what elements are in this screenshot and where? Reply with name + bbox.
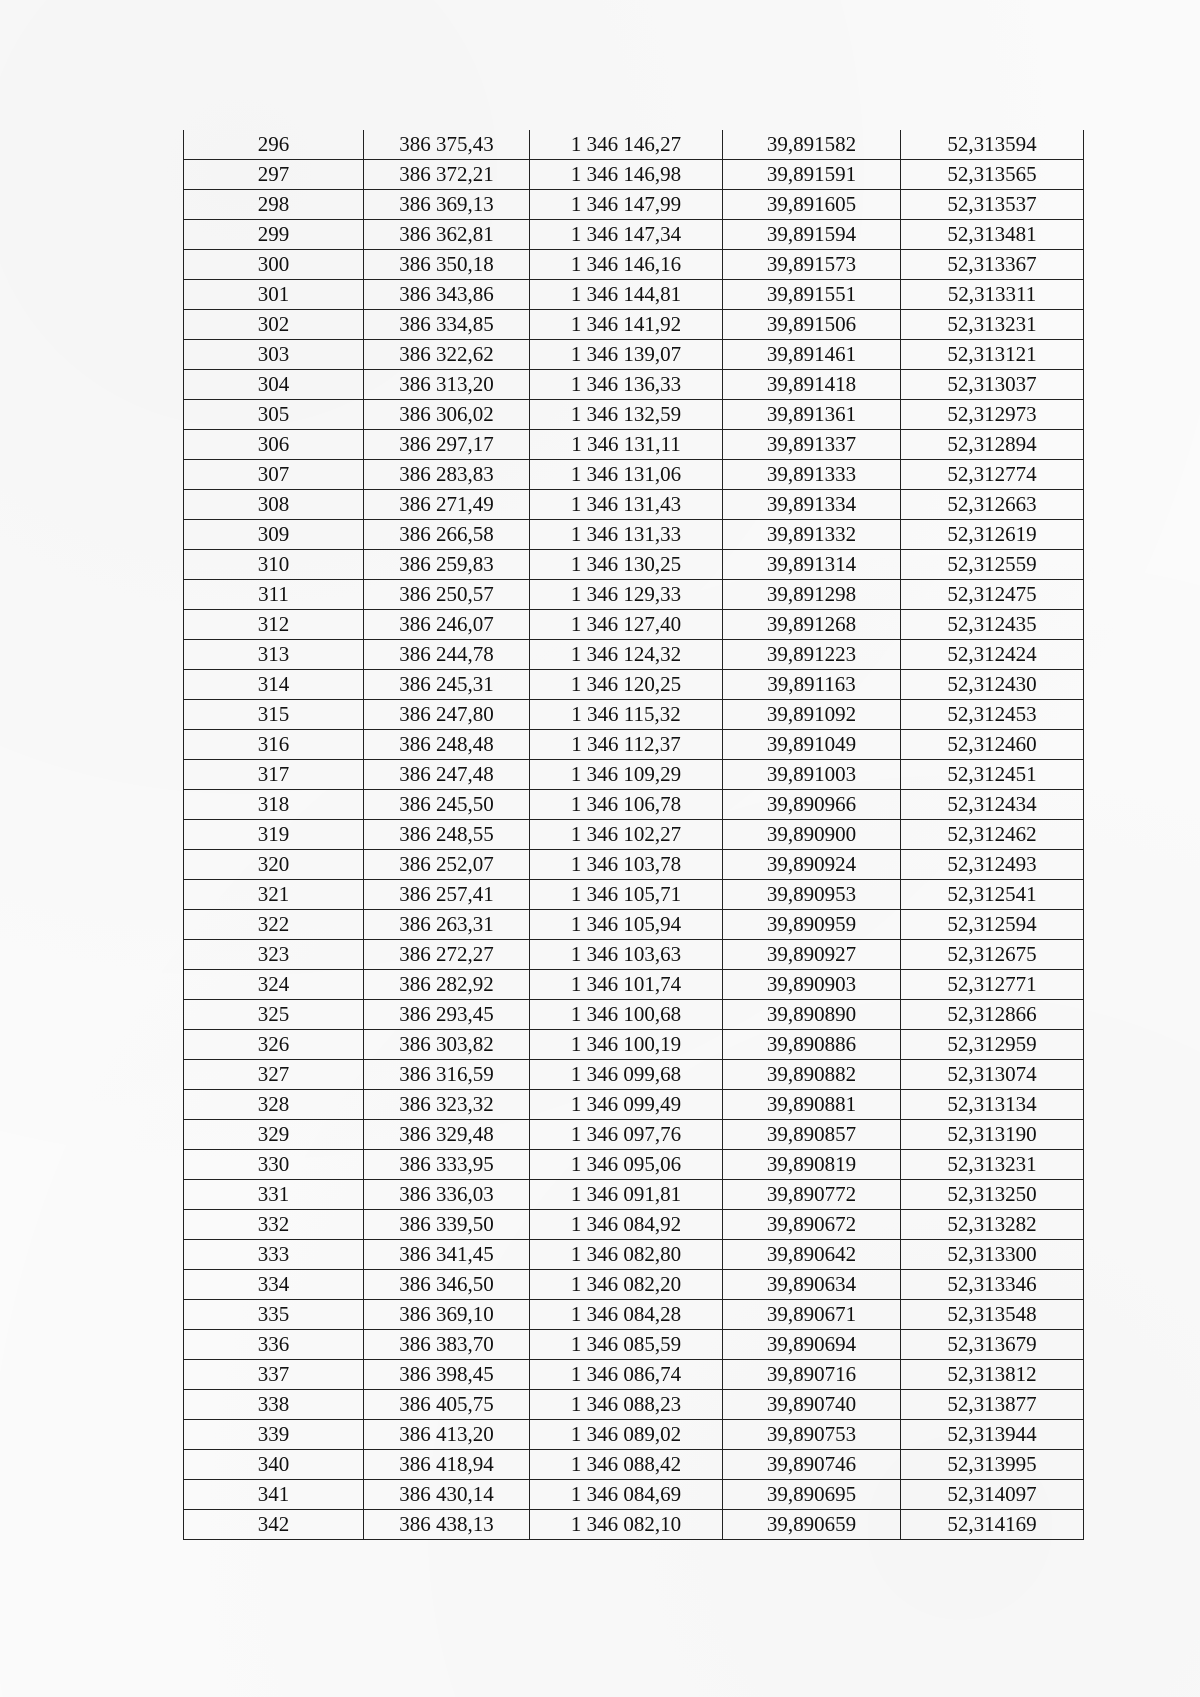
y-coordinate-cell: 1 346 115,32 — [530, 700, 723, 730]
longitude-cell: 39,890694 — [723, 1330, 901, 1360]
latitude-cell: 52,313311 — [901, 280, 1084, 310]
longitude-cell: 39,890819 — [723, 1150, 901, 1180]
table-row — [184, 1420, 1084, 1450]
longitude-cell: 39,890900 — [723, 820, 901, 850]
latitude-cell: 52,312430 — [901, 670, 1084, 700]
y-coordinate-cell: 1 346 100,19 — [530, 1030, 723, 1060]
latitude-cell: 52,313190 — [901, 1120, 1084, 1150]
longitude-cell: 39,891334 — [723, 490, 901, 520]
table-row — [184, 310, 1084, 340]
y-coordinate-cell: 1 346 147,34 — [530, 220, 723, 250]
coordinates-table — [183, 130, 1084, 1540]
x-coordinate-cell: 386 271,49 — [364, 490, 530, 520]
longitude-cell: 39,891298 — [723, 580, 901, 610]
longitude-cell: 39,891594 — [723, 220, 901, 250]
latitude-cell: 52,313679 — [901, 1330, 1084, 1360]
y-coordinate-cell: 1 346 082,80 — [530, 1240, 723, 1270]
x-coordinate-cell: 386 369,13 — [364, 190, 530, 220]
latitude-cell: 52,313537 — [901, 190, 1084, 220]
latitude-cell: 52,312424 — [901, 640, 1084, 670]
y-coordinate-cell: 1 346 147,99 — [530, 190, 723, 220]
point-number-cell: 322 — [184, 910, 364, 940]
latitude-cell: 52,313548 — [901, 1300, 1084, 1330]
point-number-cell: 326 — [184, 1030, 364, 1060]
latitude-cell: 52,313250 — [901, 1180, 1084, 1210]
point-number-cell: 331 — [184, 1180, 364, 1210]
latitude-cell: 52,312541 — [901, 880, 1084, 910]
longitude-cell: 39,891268 — [723, 610, 901, 640]
y-coordinate-cell: 1 346 144,81 — [530, 280, 723, 310]
x-coordinate-cell: 386 369,10 — [364, 1300, 530, 1330]
x-coordinate-cell: 386 343,86 — [364, 280, 530, 310]
table-row — [184, 1090, 1084, 1120]
latitude-cell: 52,312973 — [901, 400, 1084, 430]
longitude-cell: 39,891332 — [723, 520, 901, 550]
latitude-cell: 52,312866 — [901, 1000, 1084, 1030]
latitude-cell: 52,313346 — [901, 1270, 1084, 1300]
longitude-cell: 39,890772 — [723, 1180, 901, 1210]
longitude-cell: 39,890882 — [723, 1060, 901, 1090]
x-coordinate-cell: 386 350,18 — [364, 250, 530, 280]
point-number-cell: 318 — [184, 790, 364, 820]
y-coordinate-cell: 1 346 097,76 — [530, 1120, 723, 1150]
table-row — [184, 970, 1084, 1000]
table-row — [184, 880, 1084, 910]
point-number-cell: 333 — [184, 1240, 364, 1270]
x-coordinate-cell: 386 316,59 — [364, 1060, 530, 1090]
point-number-cell: 321 — [184, 880, 364, 910]
y-coordinate-cell: 1 346 100,68 — [530, 1000, 723, 1030]
table-row — [184, 1030, 1084, 1060]
x-coordinate-cell: 386 418,94 — [364, 1450, 530, 1480]
y-coordinate-cell: 1 346 112,37 — [530, 730, 723, 760]
y-coordinate-cell: 1 346 105,71 — [530, 880, 723, 910]
point-number-cell: 332 — [184, 1210, 364, 1240]
x-coordinate-cell: 386 306,02 — [364, 400, 530, 430]
point-number-cell: 315 — [184, 700, 364, 730]
table-row — [184, 910, 1084, 940]
longitude-cell: 39,891591 — [723, 160, 901, 190]
y-coordinate-cell: 1 346 124,32 — [530, 640, 723, 670]
point-number-cell: 304 — [184, 370, 364, 400]
latitude-cell: 52,312663 — [901, 490, 1084, 520]
x-coordinate-cell: 386 341,45 — [364, 1240, 530, 1270]
y-coordinate-cell: 1 346 141,92 — [530, 310, 723, 340]
point-number-cell: 308 — [184, 490, 364, 520]
longitude-cell: 39,890671 — [723, 1300, 901, 1330]
point-number-cell: 317 — [184, 760, 364, 790]
point-number-cell: 310 — [184, 550, 364, 580]
x-coordinate-cell: 386 272,27 — [364, 940, 530, 970]
longitude-cell: 39,891582 — [723, 130, 901, 160]
x-coordinate-cell: 386 297,17 — [364, 430, 530, 460]
longitude-cell: 39,890634 — [723, 1270, 901, 1300]
x-coordinate-cell: 386 266,58 — [364, 520, 530, 550]
longitude-cell: 39,891163 — [723, 670, 901, 700]
x-coordinate-cell: 386 248,48 — [364, 730, 530, 760]
point-number-cell: 339 — [184, 1420, 364, 1450]
longitude-cell: 39,890890 — [723, 1000, 901, 1030]
y-coordinate-cell: 1 346 102,27 — [530, 820, 723, 850]
point-number-cell: 313 — [184, 640, 364, 670]
table-row — [184, 340, 1084, 370]
point-number-cell: 307 — [184, 460, 364, 490]
table-row — [184, 610, 1084, 640]
point-number-cell: 302 — [184, 310, 364, 340]
table-row — [184, 520, 1084, 550]
table-row — [184, 370, 1084, 400]
longitude-cell: 39,890672 — [723, 1210, 901, 1240]
point-number-cell: 329 — [184, 1120, 364, 1150]
point-number-cell: 303 — [184, 340, 364, 370]
longitude-cell: 39,890966 — [723, 790, 901, 820]
point-number-cell: 324 — [184, 970, 364, 1000]
latitude-cell: 52,312771 — [901, 970, 1084, 1000]
x-coordinate-cell: 386 383,70 — [364, 1330, 530, 1360]
table-row — [184, 220, 1084, 250]
y-coordinate-cell: 1 346 084,28 — [530, 1300, 723, 1330]
x-coordinate-cell: 386 362,81 — [364, 220, 530, 250]
latitude-cell: 52,312451 — [901, 760, 1084, 790]
point-number-cell: 316 — [184, 730, 364, 760]
longitude-cell: 39,891049 — [723, 730, 901, 760]
point-number-cell: 312 — [184, 610, 364, 640]
table-row — [184, 1360, 1084, 1390]
y-coordinate-cell: 1 346 106,78 — [530, 790, 723, 820]
table-row — [184, 280, 1084, 310]
table-row — [184, 1150, 1084, 1180]
latitude-cell: 52,312435 — [901, 610, 1084, 640]
longitude-cell: 39,891314 — [723, 550, 901, 580]
point-number-cell: 320 — [184, 850, 364, 880]
y-coordinate-cell: 1 346 099,49 — [530, 1090, 723, 1120]
y-coordinate-cell: 1 346 088,42 — [530, 1450, 723, 1480]
table-row — [184, 790, 1084, 820]
table-row — [184, 190, 1084, 220]
x-coordinate-cell: 386 329,48 — [364, 1120, 530, 1150]
table-row — [184, 640, 1084, 670]
x-coordinate-cell: 386 430,14 — [364, 1480, 530, 1510]
point-number-cell: 325 — [184, 1000, 364, 1030]
point-number-cell: 340 — [184, 1450, 364, 1480]
point-number-cell: 335 — [184, 1300, 364, 1330]
x-coordinate-cell: 386 248,55 — [364, 820, 530, 850]
table-row — [184, 160, 1084, 190]
latitude-cell: 52,312619 — [901, 520, 1084, 550]
table-row — [184, 940, 1084, 970]
y-coordinate-cell: 1 346 146,16 — [530, 250, 723, 280]
latitude-cell: 52,312434 — [901, 790, 1084, 820]
point-number-cell: 336 — [184, 1330, 364, 1360]
longitude-cell: 39,890959 — [723, 910, 901, 940]
latitude-cell: 52,313481 — [901, 220, 1084, 250]
point-number-cell: 323 — [184, 940, 364, 970]
x-coordinate-cell: 386 245,50 — [364, 790, 530, 820]
point-number-cell: 328 — [184, 1090, 364, 1120]
latitude-cell: 52,313594 — [901, 130, 1084, 160]
x-coordinate-cell: 386 313,20 — [364, 370, 530, 400]
longitude-cell: 39,891333 — [723, 460, 901, 490]
longitude-cell: 39,890903 — [723, 970, 901, 1000]
table-row — [184, 1240, 1084, 1270]
table-row — [184, 550, 1084, 580]
latitude-cell: 52,313282 — [901, 1210, 1084, 1240]
y-coordinate-cell: 1 346 109,29 — [530, 760, 723, 790]
longitude-cell: 39,890659 — [723, 1510, 901, 1540]
latitude-cell: 52,312559 — [901, 550, 1084, 580]
latitude-cell: 52,312475 — [901, 580, 1084, 610]
y-coordinate-cell: 1 346 131,43 — [530, 490, 723, 520]
point-number-cell: 319 — [184, 820, 364, 850]
longitude-cell: 39,890881 — [723, 1090, 901, 1120]
point-number-cell: 300 — [184, 250, 364, 280]
table-row — [184, 1300, 1084, 1330]
latitude-cell: 52,312462 — [901, 820, 1084, 850]
y-coordinate-cell: 1 346 082,20 — [530, 1270, 723, 1300]
x-coordinate-cell: 386 247,80 — [364, 700, 530, 730]
longitude-cell: 39,891573 — [723, 250, 901, 280]
latitude-cell: 52,312959 — [901, 1030, 1084, 1060]
y-coordinate-cell: 1 346 131,06 — [530, 460, 723, 490]
latitude-cell: 52,313134 — [901, 1090, 1084, 1120]
table-row — [184, 1450, 1084, 1480]
y-coordinate-cell: 1 346 103,63 — [530, 940, 723, 970]
latitude-cell: 52,313074 — [901, 1060, 1084, 1090]
x-coordinate-cell: 386 259,83 — [364, 550, 530, 580]
table-row — [184, 1060, 1084, 1090]
x-coordinate-cell: 386 405,75 — [364, 1390, 530, 1420]
table-row — [184, 400, 1084, 430]
table-row — [184, 460, 1084, 490]
longitude-cell: 39,890695 — [723, 1480, 901, 1510]
latitude-cell: 52,313565 — [901, 160, 1084, 190]
longitude-cell: 39,891337 — [723, 430, 901, 460]
y-coordinate-cell: 1 346 084,69 — [530, 1480, 723, 1510]
longitude-cell: 39,890857 — [723, 1120, 901, 1150]
x-coordinate-cell: 386 322,62 — [364, 340, 530, 370]
point-number-cell: 297 — [184, 160, 364, 190]
y-coordinate-cell: 1 346 146,98 — [530, 160, 723, 190]
x-coordinate-cell: 386 413,20 — [364, 1420, 530, 1450]
x-coordinate-cell: 386 247,48 — [364, 760, 530, 790]
longitude-cell: 39,891461 — [723, 340, 901, 370]
latitude-cell: 52,313037 — [901, 370, 1084, 400]
x-coordinate-cell: 386 263,31 — [364, 910, 530, 940]
y-coordinate-cell: 1 346 101,74 — [530, 970, 723, 1000]
longitude-cell: 39,890746 — [723, 1450, 901, 1480]
table-row — [184, 1270, 1084, 1300]
table-row — [184, 1330, 1084, 1360]
point-number-cell: 311 — [184, 580, 364, 610]
latitude-cell: 52,313812 — [901, 1360, 1084, 1390]
point-number-cell: 301 — [184, 280, 364, 310]
table-row — [184, 670, 1084, 700]
table-row — [184, 1210, 1084, 1240]
y-coordinate-cell: 1 346 120,25 — [530, 670, 723, 700]
latitude-cell: 52,312460 — [901, 730, 1084, 760]
latitude-cell: 52,313877 — [901, 1390, 1084, 1420]
latitude-cell: 52,312453 — [901, 700, 1084, 730]
x-coordinate-cell: 386 438,13 — [364, 1510, 530, 1540]
latitude-cell: 52,313300 — [901, 1240, 1084, 1270]
table-row — [184, 250, 1084, 280]
longitude-cell: 39,891003 — [723, 760, 901, 790]
longitude-cell: 39,890886 — [723, 1030, 901, 1060]
x-coordinate-cell: 386 303,82 — [364, 1030, 530, 1060]
point-number-cell: 341 — [184, 1480, 364, 1510]
x-coordinate-cell: 386 339,50 — [364, 1210, 530, 1240]
point-number-cell: 305 — [184, 400, 364, 430]
x-coordinate-cell: 386 346,50 — [364, 1270, 530, 1300]
latitude-cell: 52,314169 — [901, 1510, 1084, 1540]
y-coordinate-cell: 1 346 089,02 — [530, 1420, 723, 1450]
point-number-cell: 342 — [184, 1510, 364, 1540]
y-coordinate-cell: 1 346 139,07 — [530, 340, 723, 370]
y-coordinate-cell: 1 346 085,59 — [530, 1330, 723, 1360]
longitude-cell: 39,891092 — [723, 700, 901, 730]
table-row — [184, 850, 1084, 880]
x-coordinate-cell: 386 250,57 — [364, 580, 530, 610]
table-row — [184, 820, 1084, 850]
latitude-cell: 52,312675 — [901, 940, 1084, 970]
longitude-cell: 39,891223 — [723, 640, 901, 670]
y-coordinate-cell: 1 346 088,23 — [530, 1390, 723, 1420]
table-row — [184, 1480, 1084, 1510]
y-coordinate-cell: 1 346 131,11 — [530, 430, 723, 460]
x-coordinate-cell: 386 372,21 — [364, 160, 530, 190]
x-coordinate-cell: 386 336,03 — [364, 1180, 530, 1210]
x-coordinate-cell: 386 244,78 — [364, 640, 530, 670]
x-coordinate-cell: 386 283,83 — [364, 460, 530, 490]
longitude-cell: 39,891418 — [723, 370, 901, 400]
point-number-cell: 338 — [184, 1390, 364, 1420]
y-coordinate-cell: 1 346 131,33 — [530, 520, 723, 550]
x-coordinate-cell: 386 398,45 — [364, 1360, 530, 1390]
point-number-cell: 298 — [184, 190, 364, 220]
x-coordinate-cell: 386 282,92 — [364, 970, 530, 1000]
table-row — [184, 130, 1084, 160]
longitude-cell: 39,890953 — [723, 880, 901, 910]
point-number-cell: 309 — [184, 520, 364, 550]
y-coordinate-cell: 1 346 086,74 — [530, 1360, 723, 1390]
longitude-cell: 39,891551 — [723, 280, 901, 310]
x-coordinate-cell: 386 252,07 — [364, 850, 530, 880]
longitude-cell: 39,890753 — [723, 1420, 901, 1450]
x-coordinate-cell: 386 257,41 — [364, 880, 530, 910]
y-coordinate-cell: 1 346 132,59 — [530, 400, 723, 430]
table-row — [184, 580, 1084, 610]
table-row — [184, 700, 1084, 730]
latitude-cell: 52,313121 — [901, 340, 1084, 370]
table-row — [184, 1180, 1084, 1210]
latitude-cell: 52,312493 — [901, 850, 1084, 880]
longitude-cell: 39,890924 — [723, 850, 901, 880]
table-row — [184, 1510, 1084, 1540]
x-coordinate-cell: 386 293,45 — [364, 1000, 530, 1030]
longitude-cell: 39,890927 — [723, 940, 901, 970]
latitude-cell: 52,313231 — [901, 310, 1084, 340]
latitude-cell: 52,313944 — [901, 1420, 1084, 1450]
longitude-cell: 39,891605 — [723, 190, 901, 220]
y-coordinate-cell: 1 346 105,94 — [530, 910, 723, 940]
table-row — [184, 490, 1084, 520]
latitude-cell: 52,313231 — [901, 1150, 1084, 1180]
y-coordinate-cell: 1 346 099,68 — [530, 1060, 723, 1090]
longitude-cell: 39,890740 — [723, 1390, 901, 1420]
longitude-cell: 39,890716 — [723, 1360, 901, 1390]
table-row — [184, 1000, 1084, 1030]
table-row — [184, 1120, 1084, 1150]
x-coordinate-cell: 386 323,32 — [364, 1090, 530, 1120]
point-number-cell: 314 — [184, 670, 364, 700]
point-number-cell: 296 — [184, 130, 364, 160]
y-coordinate-cell: 1 346 127,40 — [530, 610, 723, 640]
latitude-cell: 52,314097 — [901, 1480, 1084, 1510]
y-coordinate-cell: 1 346 095,06 — [530, 1150, 723, 1180]
coordinates-table-body — [184, 130, 1084, 1540]
longitude-cell: 39,891506 — [723, 310, 901, 340]
latitude-cell: 52,312894 — [901, 430, 1084, 460]
y-coordinate-cell: 1 346 103,78 — [530, 850, 723, 880]
point-number-cell: 334 — [184, 1270, 364, 1300]
x-coordinate-cell: 386 245,31 — [364, 670, 530, 700]
y-coordinate-cell: 1 346 084,92 — [530, 1210, 723, 1240]
point-number-cell: 306 — [184, 430, 364, 460]
point-number-cell: 299 — [184, 220, 364, 250]
x-coordinate-cell: 386 333,95 — [364, 1150, 530, 1180]
table-row — [184, 1390, 1084, 1420]
point-number-cell: 330 — [184, 1150, 364, 1180]
y-coordinate-cell: 1 346 129,33 — [530, 580, 723, 610]
latitude-cell: 52,313367 — [901, 250, 1084, 280]
longitude-cell: 39,891361 — [723, 400, 901, 430]
latitude-cell: 52,312594 — [901, 910, 1084, 940]
y-coordinate-cell: 1 346 130,25 — [530, 550, 723, 580]
point-number-cell: 337 — [184, 1360, 364, 1390]
x-coordinate-cell: 386 246,07 — [364, 610, 530, 640]
x-coordinate-cell: 386 375,43 — [364, 130, 530, 160]
x-coordinate-cell: 386 334,85 — [364, 310, 530, 340]
y-coordinate-cell: 1 346 082,10 — [530, 1510, 723, 1540]
latitude-cell: 52,313995 — [901, 1450, 1084, 1480]
latitude-cell: 52,312774 — [901, 460, 1084, 490]
table-row — [184, 760, 1084, 790]
longitude-cell: 39,890642 — [723, 1240, 901, 1270]
point-number-cell: 327 — [184, 1060, 364, 1090]
y-coordinate-cell: 1 346 146,27 — [530, 130, 723, 160]
y-coordinate-cell: 1 346 091,81 — [530, 1180, 723, 1210]
y-coordinate-cell: 1 346 136,33 — [530, 370, 723, 400]
table-row — [184, 430, 1084, 460]
table-row — [184, 730, 1084, 760]
